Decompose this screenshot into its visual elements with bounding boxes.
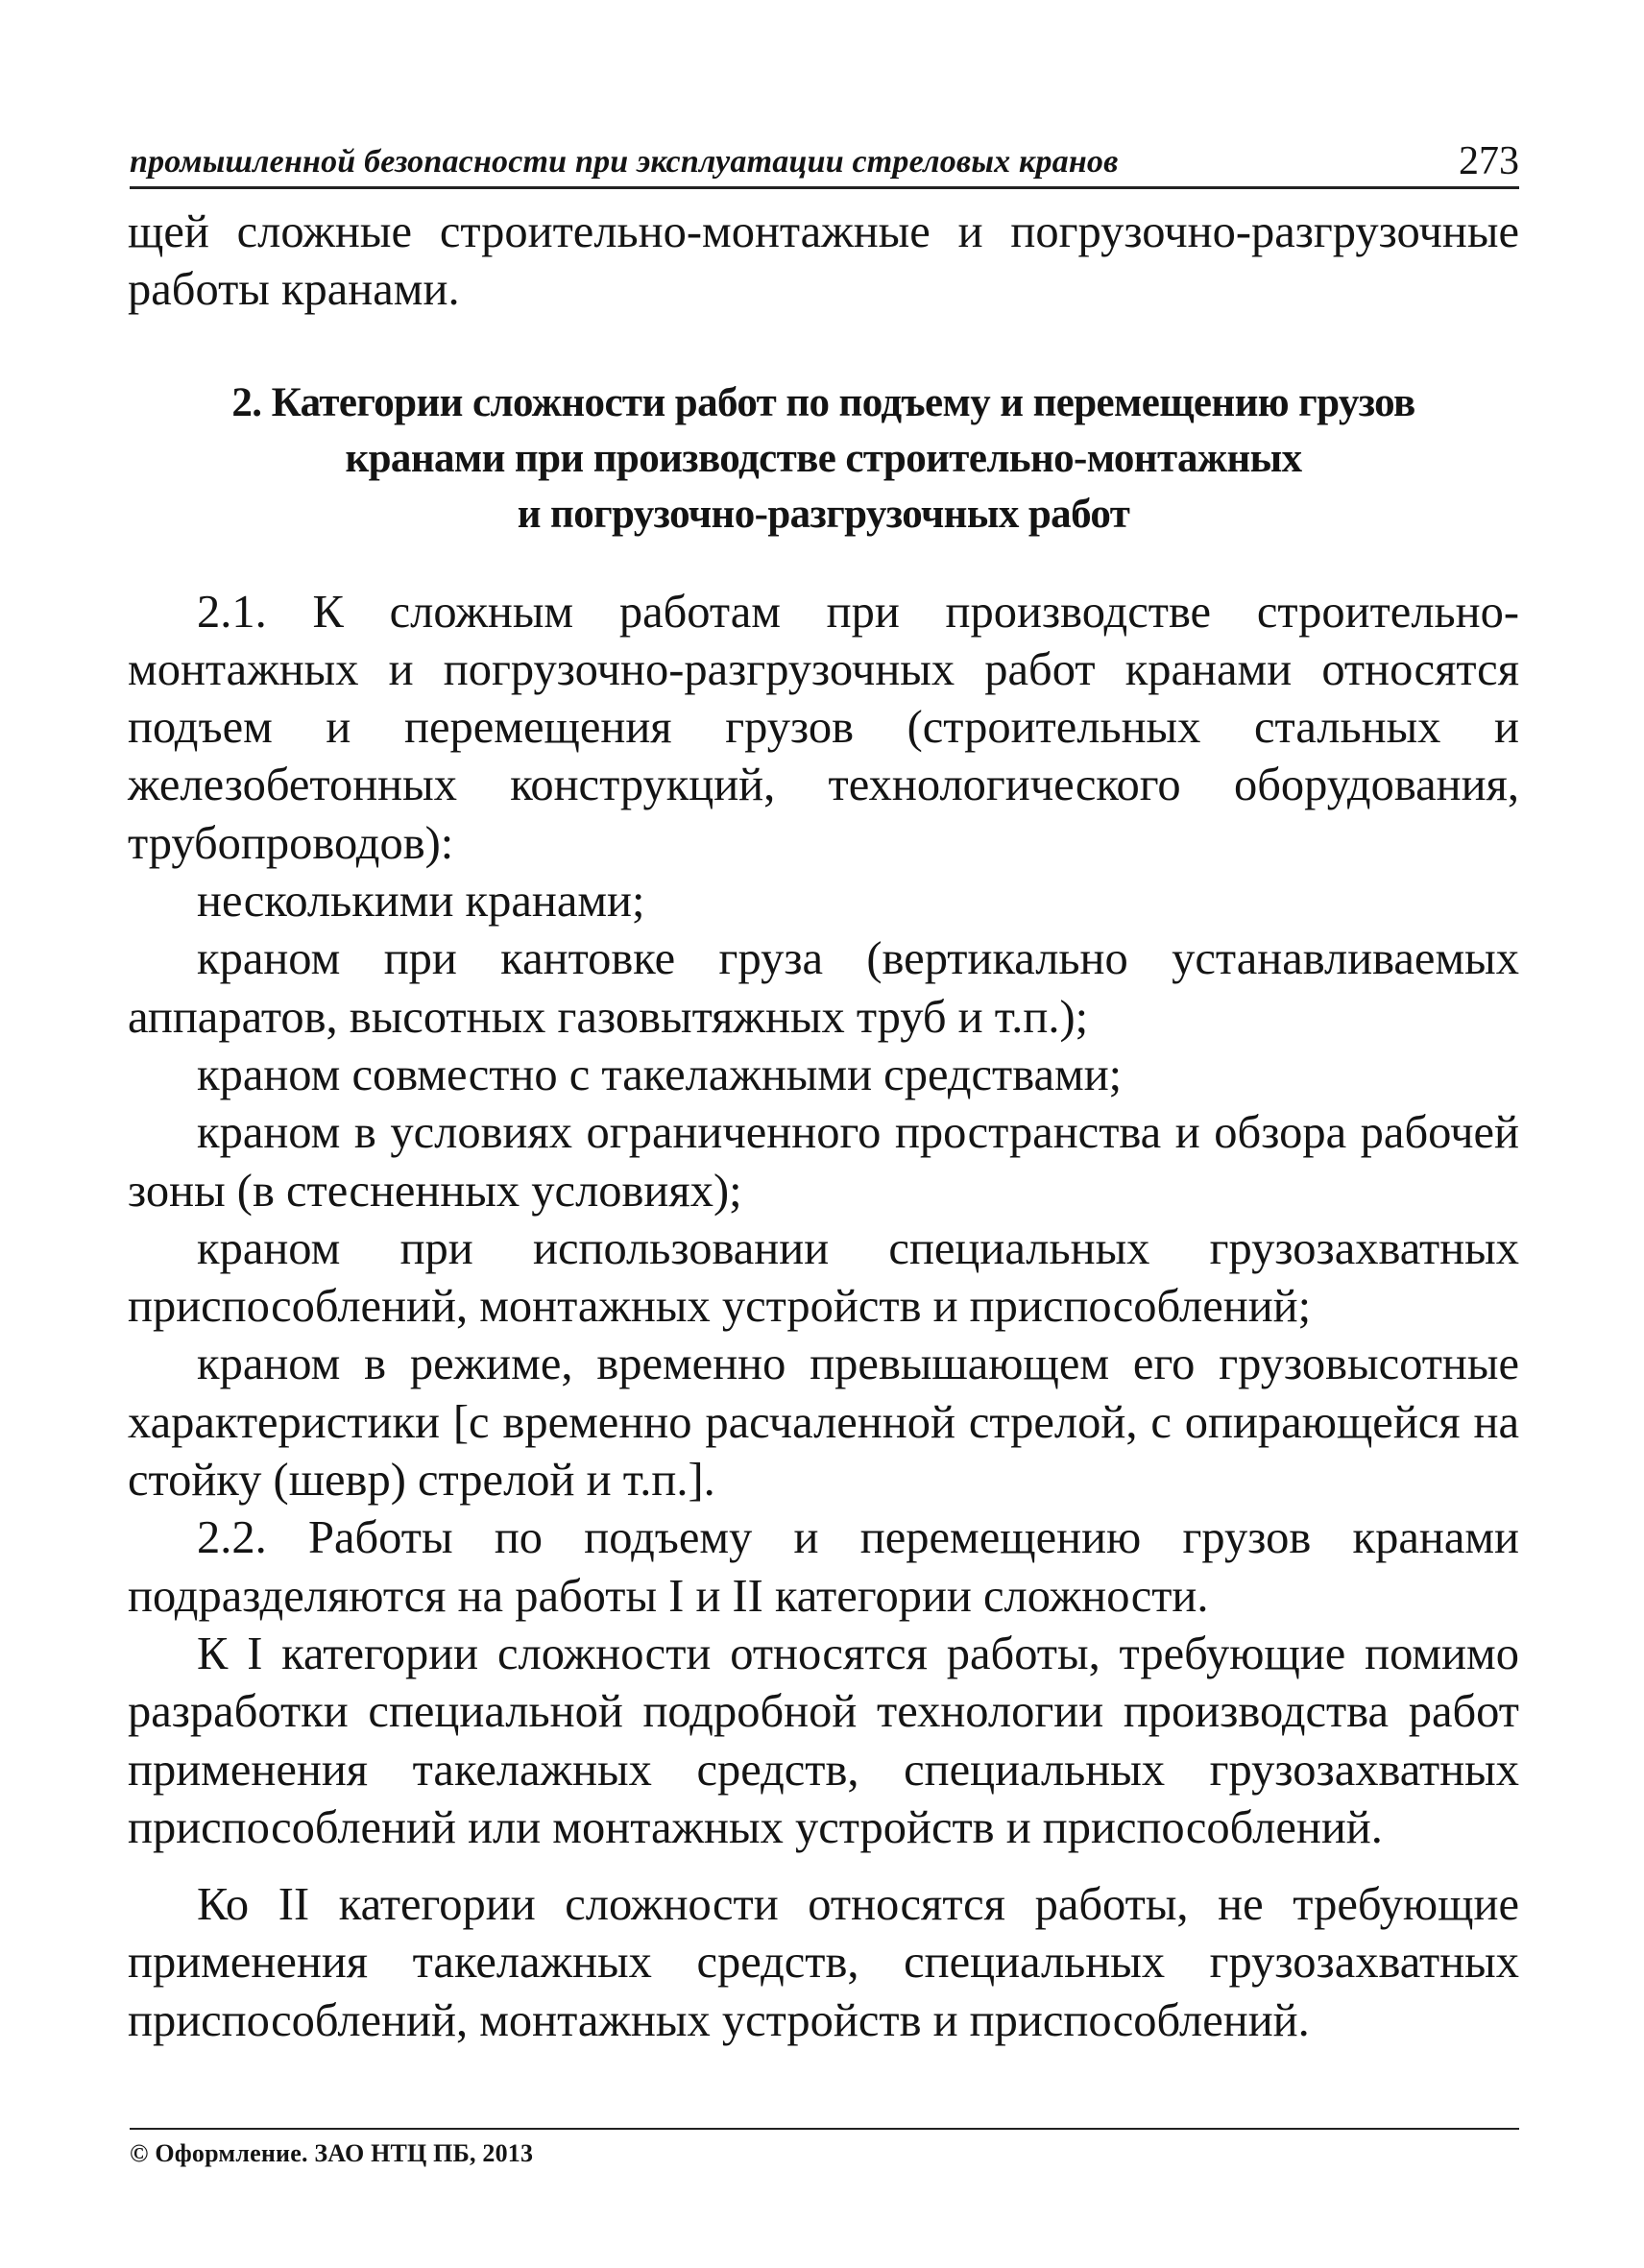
category-2-paragraph: Ко II категории сложности относятся работы, не требующие применения такелажных средств, специальных грузозахватных приспособлений, монтажных устройств и приспособлений. [128,1879,1519,2046]
running-title: промышленной безопасности при эксплуатации стреловых кранов [130,144,1119,180]
page-header [130,133,1519,189]
list-item: краном в условиях ограниченного пространства и обзора рабочей зоны (в стесненных условиях); [128,1107,1519,1217]
section-heading-line: 2. Категории сложности работ по подъему и перемещению грузов [231,379,1415,425]
page-body [128,204,1519,2050]
section-heading-line: и погрузочно-разгрузочных работ [517,491,1130,537]
list-item: краном в режиме, временно превышающем его грузовысотные характеристики [с временно расчаленной стрелой, с опирающейся на стойку (шевр) стрелой и т.п.]. [128,1339,1519,1507]
section-heading [128,375,1519,543]
paragraph-2-1: 2.1. К сложным работам при производстве строительно-монтажных и погрузочно-разгрузочных работ кранами относятся подъем и перемещения грузов (строительных стальных и железобетонных конструкций, технологического оборудования, трубопроводов): [128,586,1519,869]
intro-paragraph: щей сложные строительно-монтажные и погрузочно-разгрузочные работы кранами. [128,206,1519,316]
paragraph-2-2: 2.2. Работы по подъему и перемещению грузов кранами подразделяются на работы I и II категории сложности. [128,1512,1519,1622]
copyright-notice: © Оформление. ЗАО НТЦ ПБ, 2013 [130,2139,534,2167]
page-footer [130,2128,1519,2168]
category-1-paragraph: К I категории сложности относятся работы, требующие помимо разработки специальной подробной технологии производства работ применения такелажных средств, специальных грузозахватных приспособлений или монтажных устройств и приспособлений. [128,1628,1519,1853]
list-item: несколькими кранами; [197,876,645,928]
page-number: 273 [1459,139,1519,183]
section-heading-line: кранами при производстве строительно-монтажных [345,435,1302,481]
list-item: краном совместно с такелажными средствами; [197,1049,1123,1100]
list-item: краном при кантовке груза (вертикально устанавливаемых аппаратов, высотных газовытяжных труб и т.п.); [128,933,1519,1043]
list-item: краном при использовании специальных грузозахватных приспособлений, монтажных устройств и приспособлений; [128,1222,1519,1333]
